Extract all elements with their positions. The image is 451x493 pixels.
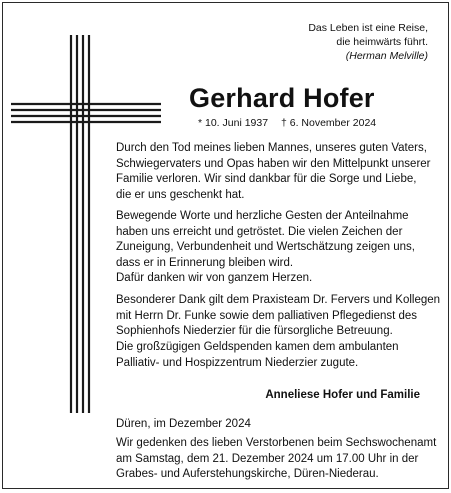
text-line: Dafür danken wir von ganzem Herzen. [116, 272, 313, 285]
text-line: Düren, im Dezember 2024 [116, 418, 251, 430]
paragraph-donations [116, 340, 436, 371]
text-line: Besonderer Dank gilt dem Praxisteam Dr. Fervers und Kollegen [116, 294, 441, 306]
text-line: Familie verloren. Wir sind dankbar für die Sorge und Liebe, [116, 173, 417, 186]
birth-date: * 10. Juni 1937 [198, 117, 269, 129]
quote-line: Das Leben ist eine Reise, [308, 22, 428, 34]
paragraph-condolences [116, 209, 436, 287]
life-dates [198, 117, 386, 129]
text-line: haben uns erreicht und getröstet. Die vielen Zeichen der [116, 225, 403, 238]
text-line: Zuneigung, Verbundenheit und Wertschätzung zeigen uns, [116, 241, 415, 254]
text-line: Bewegende Worte und herzliche Gesten der Anteilnahme [116, 210, 409, 222]
text-line: Wir gedenken des lieben Verstorbenen beim Sechswochenamt [116, 437, 437, 449]
memorial-service-info [116, 436, 436, 483]
text-line: Die großzügigen Geldspenden kamen dem ambulanten [116, 341, 399, 353]
text-line: dass er in Erinnerung bleiben wird. [116, 256, 294, 269]
text-line: mit Herrn Dr. Funke sowie dem palliativen Pflegedienst des [116, 309, 418, 322]
text-line: Durch den Tod meines lieben Mannes, unseres guten Vaters, [116, 142, 427, 154]
death-date: † 6. November 2024 [280, 117, 377, 129]
deceased-name: Gerhard Hofer [189, 83, 375, 113]
paragraph-bereavement [116, 141, 436, 203]
signature: Anneliese Hofer und Familie [265, 389, 420, 401]
paragraph-special-thanks [116, 293, 441, 340]
place-date [116, 417, 436, 433]
text-line: Grabes- und Auferstehungskirche, Düren-Niederau. [116, 468, 379, 481]
quote-author: (Herman Melville) [345, 50, 428, 62]
text-line: Sophienhofs Niederzier für die fürsorgliche Betreuung. [116, 325, 393, 338]
text-line: Schwiegervaters und Opas haben wir den Mittelpunkt unserer [116, 157, 431, 170]
quote-line: die heimwärts führt. [336, 36, 428, 48]
text-line: Palliativ- und Hospizzentrum Niederzier zugute. [116, 356, 359, 369]
text-line: am Samstag, dem 21. Dezember 2024 um 17.00 Uhr in der [116, 452, 419, 465]
text-line: die er uns geschenkt hat. [116, 188, 245, 201]
epigraph-quote [308, 21, 428, 63]
obituary-notice [2, 2, 449, 489]
